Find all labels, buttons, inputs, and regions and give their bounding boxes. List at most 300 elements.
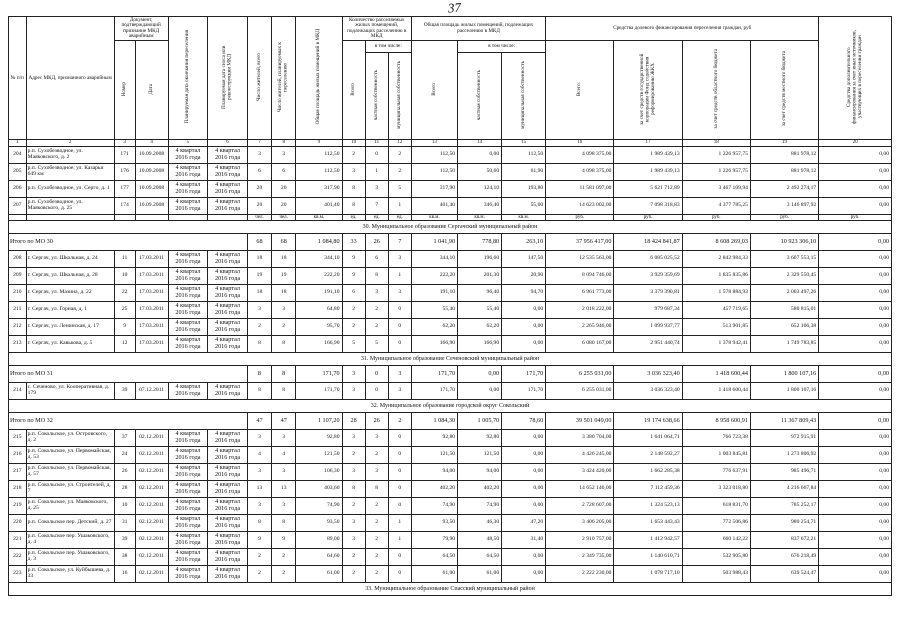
- total-cell: 8: [272, 365, 296, 382]
- table-cell: 62,20: [458, 318, 502, 335]
- total-cell: 8: [247, 365, 271, 382]
- table-cell: 171,70: [502, 382, 546, 399]
- table-cell: 0: [388, 463, 411, 480]
- total-cell: 39 501 049,00: [546, 412, 614, 429]
- unit-cell: ед.: [388, 214, 411, 220]
- table-cell: 4 квартал 2016 года: [208, 301, 248, 318]
- table-cell: 7 112 459,36: [614, 480, 682, 497]
- header-area-municipal: муниципальная собственность: [519, 61, 526, 130]
- table-cell: 0,00: [819, 382, 892, 399]
- table-cell: 346,40: [458, 197, 502, 214]
- total-cell: 3: [342, 365, 365, 382]
- header-fund-local: за счет средств местного бюджета: [780, 51, 787, 127]
- table-cell: 2 910 757,00: [546, 531, 614, 548]
- table-cell: 401,40: [411, 197, 457, 214]
- table-cell: 1 226 957,75: [682, 146, 750, 163]
- table-cell: 652 106,38: [750, 318, 818, 335]
- table-cell: 4 квартал 2016 года: [168, 497, 208, 514]
- table-cell: 4 квартал 2016 года: [208, 480, 248, 497]
- table-cell: 8: [247, 382, 271, 399]
- table-cell: р.п. Сокольское, ул. Куйбышева, д. 33: [26, 565, 114, 582]
- header-rooms-count: Количество расселяемых жилых помещений, подлежащих расселению в МКД: [342, 17, 411, 41]
- table-cell: 3: [365, 284, 388, 301]
- total-cell: 1 005,70: [458, 412, 502, 429]
- table-cell: 7: [365, 197, 388, 214]
- table-cell: 2: [388, 163, 411, 180]
- table-cell: 02.12.2011: [135, 429, 168, 446]
- table-cell: 0,00: [502, 497, 546, 514]
- header-area-vsego: Всего: [430, 82, 437, 96]
- table-cell: 121,50: [296, 446, 342, 463]
- table-cell: 317,90: [411, 180, 457, 197]
- header-rooms-municipal: муниципальная собственность: [396, 61, 403, 130]
- header-address: Адрес МКД, признанного аварийным: [26, 17, 114, 140]
- table-cell: 25: [114, 301, 135, 318]
- total-cell: 171,70: [296, 365, 342, 382]
- table-cell: 92,80: [411, 429, 457, 446]
- table-cell: 14 652 146,00: [546, 480, 614, 497]
- table-cell: 8: [342, 180, 365, 197]
- table-cell: 4 квартал 2016 года: [168, 382, 208, 399]
- table-row: [9, 497, 892, 514]
- table-cell: 0,00: [819, 267, 892, 284]
- table-cell: 221: [9, 531, 27, 548]
- total-cell: 263,10: [502, 233, 546, 250]
- table-cell: 46,30: [458, 514, 502, 531]
- column-number: 3: [114, 140, 135, 146]
- table-cell: 219: [9, 497, 27, 514]
- table-cell: 3: [247, 429, 271, 446]
- table-cell: 1 653 443,43: [614, 514, 682, 531]
- table-cell: 766 723,38: [682, 429, 750, 446]
- table-row: [9, 318, 892, 335]
- table-cell: 3 467 109,94: [682, 180, 750, 197]
- total-row: [9, 233, 892, 250]
- table-cell: 344,10: [411, 250, 457, 267]
- table-cell: 3 607 553,15: [750, 250, 818, 267]
- section-title: 31. Муниципальное образование Сеченовский муниципальный район: [9, 352, 892, 365]
- table-cell: 4 квартал 2016 года: [208, 463, 248, 480]
- table-cell: 6: [247, 163, 271, 180]
- table-cell: 2 222 230,00: [546, 565, 614, 582]
- table-cell: 0,00: [819, 514, 892, 531]
- table-cell: 95,70: [296, 318, 342, 335]
- table-cell: 6 085 025,52: [614, 250, 682, 267]
- table-cell: 204: [9, 146, 27, 163]
- total-cell: 171,70: [502, 365, 546, 382]
- table-cell: 12: [114, 335, 135, 352]
- unit-cell: кв.м.: [411, 214, 457, 220]
- table-row: [9, 548, 892, 565]
- table-cell: 9: [114, 318, 135, 335]
- table-cell: 2: [247, 565, 271, 582]
- table-cell: 20,90: [502, 267, 546, 284]
- table-cell: р.п. Сокольское, ул. Строителей, д. 7: [26, 480, 114, 497]
- table-cell: 0,00: [819, 318, 892, 335]
- column-number: 5: [168, 140, 208, 146]
- table-cell: 74,90: [296, 497, 342, 514]
- table-cell: 174: [114, 197, 135, 214]
- table-cell: 222,20: [411, 267, 457, 284]
- total-label: Итого по МО 30: [9, 233, 248, 250]
- table-cell: 196,60: [458, 250, 502, 267]
- table-cell: 62,20: [411, 318, 457, 335]
- table-cell: 10.09.2008: [135, 197, 168, 214]
- table-cell: 3: [272, 146, 296, 163]
- table-cell: 0: [388, 301, 411, 318]
- table-cell: 4 квартал 2016 года: [168, 250, 208, 267]
- total-cell: 0,00: [458, 365, 502, 382]
- table-cell: 39: [114, 382, 135, 399]
- table-cell: 4 квартал 2016 года: [168, 335, 208, 352]
- table-cell: 24: [114, 446, 135, 463]
- table-cell: 4 квартал 2016 года: [168, 180, 208, 197]
- table-cell: 02.12.2011: [135, 446, 168, 463]
- table-cell: 28: [114, 480, 135, 497]
- table-cell: 2: [365, 497, 388, 514]
- table-cell: 4 квартал 2016 года: [168, 480, 208, 497]
- table-cell: 61,00: [411, 565, 457, 582]
- unit-cell: чел.: [272, 214, 296, 220]
- table-cell: 61,00: [296, 565, 342, 582]
- table-cell: 20: [247, 197, 271, 214]
- table-cell: 2 018 222,00: [546, 301, 614, 318]
- table-cell: 772 506,86: [682, 514, 750, 531]
- table-cell: 0,00: [819, 146, 892, 163]
- table-cell: 0,00: [819, 197, 892, 214]
- section-header-row: [9, 399, 892, 412]
- total-cell: 3: [388, 365, 411, 382]
- table-cell: 0: [388, 446, 411, 463]
- table-cell: 55,40: [458, 301, 502, 318]
- table-cell: 17.03.2011: [135, 284, 168, 301]
- table-cell: 11 581 097,00: [546, 180, 614, 197]
- table-cell: 112,50: [411, 163, 457, 180]
- table-cell: 1 412 942,57: [614, 531, 682, 548]
- total-cell: 1 084,30: [411, 412, 457, 429]
- table-cell: 2: [388, 146, 411, 163]
- table-cell: 532 905,80: [682, 548, 750, 565]
- table-cell: 4 квартал 2016 года: [168, 446, 208, 463]
- table-cell: 4 квартал 2016 года: [208, 335, 248, 352]
- table-cell: 513 901,85: [682, 318, 750, 335]
- table-cell: 0,00: [502, 446, 546, 463]
- table-cell: 0,00: [819, 163, 892, 180]
- table-cell: 0: [365, 146, 388, 163]
- header-rooms-area: Общая площадь жилых помещений, подлежащих расселению в МКД: [411, 17, 545, 41]
- header-doc-date: Дата: [147, 83, 154, 95]
- table-cell: 3: [272, 463, 296, 480]
- column-number: 11: [365, 140, 388, 146]
- table-cell: 208: [9, 250, 27, 267]
- table-cell: 0,00: [819, 301, 892, 318]
- table-cell: 20: [272, 180, 296, 197]
- table-cell: 47,20: [502, 514, 546, 531]
- column-number: 14: [458, 140, 502, 146]
- table-cell: 18: [272, 284, 296, 301]
- table-cell: 0,00: [819, 335, 892, 352]
- table-cell: 618 831,70: [682, 497, 750, 514]
- table-cell: 660 142,22: [682, 531, 750, 548]
- column-number: 7: [247, 140, 271, 146]
- table-row: [9, 301, 892, 318]
- table-cell: 2: [365, 446, 388, 463]
- table-cell: 4 квартал 2016 года: [168, 197, 208, 214]
- table-cell: 216: [9, 446, 27, 463]
- table-cell: 3 323 018,80: [682, 480, 750, 497]
- table-cell: 0,00: [502, 480, 546, 497]
- table-cell: 2: [342, 446, 365, 463]
- table-cell: 2: [247, 548, 271, 565]
- total-cell: 0: [365, 365, 388, 382]
- total-cell: 68: [247, 233, 271, 250]
- table-cell: 3 406 205,00: [546, 514, 614, 531]
- table-cell: 18: [272, 250, 296, 267]
- table-cell: 171,70: [296, 382, 342, 399]
- table-cell: г. Сергач, ул. Ленинская, д. 17: [26, 318, 114, 335]
- table-cell: 02.12.2011: [135, 463, 168, 480]
- table-cell: г. Сергач, ул. Мазина, д. 22: [26, 284, 114, 301]
- table-header: [9, 17, 892, 147]
- unit-cell: руб.: [750, 214, 818, 220]
- table-cell: 193,80: [502, 180, 546, 197]
- table-cell: 2: [342, 301, 365, 318]
- table-row: [9, 197, 892, 214]
- table-cell: 2: [365, 514, 388, 531]
- table-cell: 881 978,12: [750, 163, 818, 180]
- table-cell: 206: [9, 180, 27, 197]
- table-cell: 2: [365, 565, 388, 582]
- table-cell: 402,20: [411, 480, 457, 497]
- table-cell: 1 226 957,75: [682, 163, 750, 180]
- table-row: [9, 250, 892, 267]
- table-cell: 18: [247, 250, 271, 267]
- unit-cell: кв.м.: [296, 214, 342, 220]
- table-cell: 9: [342, 267, 365, 284]
- table-cell: 55,40: [411, 301, 457, 318]
- table-cell: 4 квартал 2016 года: [168, 531, 208, 548]
- table-cell: 9: [247, 531, 271, 548]
- table-cell: 02.12.2011: [135, 548, 168, 565]
- table-cell: 3: [388, 250, 411, 267]
- total-label: Итого по МО 32: [9, 412, 248, 429]
- unit-cell: руб.: [546, 214, 614, 220]
- table-cell: 3 424 420,00: [546, 463, 614, 480]
- section-title: 30. Муниципальное образование Сергачский муниципальный район: [9, 220, 892, 233]
- table-cell: 1: [365, 163, 388, 180]
- total-cell: 68: [272, 233, 296, 250]
- table-row: [9, 514, 892, 531]
- table-cell: 2 842 984,33: [682, 250, 750, 267]
- table-cell: 0,00: [502, 565, 546, 582]
- table-cell: 19: [247, 267, 271, 284]
- table-cell: 8: [272, 335, 296, 352]
- table-cell: 31: [114, 514, 135, 531]
- header-extra: Средства дополнительного финансирования за счет иных источников, участвующих в переселении граждан: [845, 30, 863, 124]
- table-cell: 3 379 390,81: [614, 284, 682, 301]
- table-cell: 3: [388, 382, 411, 399]
- table-cell: 0: [388, 318, 411, 335]
- column-number: 20: [819, 140, 892, 146]
- table-cell: 26: [114, 463, 135, 480]
- section-header-row: [9, 582, 892, 595]
- table-cell: 0,00: [458, 146, 502, 163]
- table-cell: 1 641 064,71: [614, 429, 682, 446]
- table-cell: 92,80: [296, 429, 342, 446]
- table-cell: 3: [342, 531, 365, 548]
- table-cell: 1 324 523,13: [614, 497, 682, 514]
- table-row: [9, 267, 892, 284]
- unit-cell: кв.м.: [502, 214, 546, 220]
- table-cell: 0: [388, 565, 411, 582]
- table-cell: 6: [272, 163, 296, 180]
- table-cell: 222,20: [296, 267, 342, 284]
- header-plan-demolish: Планируемая дата сноса или реконструкции МКД: [221, 45, 233, 109]
- table-row: [9, 180, 892, 197]
- table-cell: 4 квартал 2016 года: [208, 548, 248, 565]
- table-cell: 676 218,49: [750, 548, 818, 565]
- total-cell: 1 800 107,16: [750, 365, 818, 382]
- table-cell: 10.09.2008: [135, 163, 168, 180]
- column-number: 4: [135, 140, 168, 146]
- table-cell: 171: [114, 146, 135, 163]
- table-cell: 1 003 845,81: [682, 446, 750, 463]
- table-cell: 8: [272, 514, 296, 531]
- table-cell: 20: [247, 180, 271, 197]
- table-cell: 3: [365, 463, 388, 480]
- table-cell: 5: [365, 335, 388, 352]
- header-rooms-vsego: Всего: [349, 82, 356, 96]
- total-row: [9, 412, 892, 429]
- table-cell: 3: [272, 497, 296, 514]
- table-cell: 213: [9, 335, 27, 352]
- table-cell: 0: [388, 480, 411, 497]
- table-cell: 785 252,17: [750, 497, 818, 514]
- table-cell: 17.03.2011: [135, 318, 168, 335]
- table-cell: 222: [9, 548, 27, 565]
- header-area-total: Общая площадь жилых помещений в МКД: [315, 29, 322, 125]
- column-number: 9: [296, 140, 342, 146]
- total-cell: 1 107,20: [296, 412, 342, 429]
- table-cell: р.п. Сокольское пер. Ушаковского, д. 3: [26, 548, 114, 565]
- table-cell: 10: [114, 497, 135, 514]
- table-cell: 402,20: [458, 480, 502, 497]
- column-number: 6: [208, 140, 248, 146]
- total-cell: 28: [342, 412, 365, 429]
- unit-cell: руб.: [819, 214, 892, 220]
- total-label: Итого по МО 31: [9, 365, 248, 382]
- table-cell: 10: [114, 267, 135, 284]
- table-cell: р.п. Сухобезводное, ул. Казарьи 649 км: [26, 163, 114, 180]
- table-cell: 8: [342, 480, 365, 497]
- table-cell: 3: [365, 429, 388, 446]
- column-number: 13: [411, 140, 457, 146]
- table-cell: 4 квартал 2016 года: [208, 382, 248, 399]
- table-cell: 0,00: [819, 497, 892, 514]
- table-cell: 4 квартал 2016 года: [208, 531, 248, 548]
- table-cell: 217: [9, 463, 27, 480]
- table-cell: 980 254,71: [750, 514, 818, 531]
- table-cell: 121,50: [458, 446, 502, 463]
- table-cell: 17.03.2011: [135, 335, 168, 352]
- table-cell: 1 099 937,77: [614, 318, 682, 335]
- table-cell: 16: [114, 565, 135, 582]
- table-cell: 50,60: [458, 163, 502, 180]
- table-cell: 4 квартал 2016 года: [168, 301, 208, 318]
- table-cell: 210: [9, 284, 27, 301]
- total-cell: 7: [388, 233, 411, 250]
- table-cell: 64,60: [296, 548, 342, 565]
- header-doc: Документ, подтверждающий признание МКД аварийным: [114, 17, 168, 41]
- table-cell: 61,00: [458, 565, 502, 582]
- table-cell: р.п. Сокольское пер. Ушаковского, д. 4: [26, 531, 114, 548]
- table-cell: 39: [114, 531, 135, 548]
- table-cell: 0: [388, 335, 411, 352]
- table-cell: р.п. Сухобезводное, ул. Сергo, д. 1: [26, 180, 114, 197]
- table-cell: 4 квартал 2016 года: [168, 548, 208, 565]
- table-cell: 4 квартал 2016 года: [168, 318, 208, 335]
- table-cell: 6 961 773,00: [546, 284, 614, 301]
- table-row: [9, 163, 892, 180]
- table-cell: 0,00: [819, 429, 892, 446]
- table-cell: 0,00: [502, 463, 546, 480]
- table-cell: 4 квартал 2016 года: [208, 429, 248, 446]
- table-cell: 07.12.2011: [135, 382, 168, 399]
- table-cell: 176: [114, 163, 135, 180]
- table-cell: 10.09.2008: [135, 180, 168, 197]
- table-cell: 1 662 285,38: [614, 463, 682, 480]
- total-cell: 26: [365, 412, 388, 429]
- total-cell: 19 174 638,66: [614, 412, 682, 429]
- table-cell: 1 989 439,13: [614, 163, 682, 180]
- table-cell: 8: [247, 514, 271, 531]
- total-cell: 11 367 809,43: [750, 412, 818, 429]
- table-cell: р.п. Сухобезводное, ул. Маяковского, д. 25: [26, 197, 114, 214]
- total-cell: 1 418 600,44: [682, 365, 750, 382]
- table-cell: 2: [342, 548, 365, 565]
- table-cell: 1: [388, 514, 411, 531]
- table-cell: 0: [365, 382, 388, 399]
- table-cell: 4 квартал 2016 года: [208, 446, 248, 463]
- table-cell: 0: [388, 548, 411, 565]
- table-cell: 124,10: [458, 180, 502, 197]
- table-cell: 1 800 107,16: [750, 382, 818, 399]
- table-cell: 6 080 167,00: [546, 335, 614, 352]
- table-cell: 112,50: [502, 146, 546, 163]
- table-cell: 344,10: [296, 250, 342, 267]
- table-cell: 2 951 440,74: [614, 335, 682, 352]
- total-cell: 778,80: [458, 233, 502, 250]
- table-cell: 8: [342, 197, 365, 214]
- table-cell: 2: [365, 531, 388, 548]
- table-cell: 96,40: [458, 284, 502, 301]
- total-row: [9, 365, 892, 382]
- table-cell: 4 квартал 2016 года: [168, 429, 208, 446]
- table-cell: 401,40: [296, 197, 342, 214]
- total-cell: 171,70: [411, 365, 457, 382]
- table-cell: 6: [365, 250, 388, 267]
- table-cell: 17.03.2011: [135, 250, 168, 267]
- table-cell: 4 квартал 2016 года: [168, 267, 208, 284]
- section-title: 32. Муниципальное образование городской округ Сокольский: [9, 399, 892, 412]
- table-cell: 4 216 667,84: [750, 480, 818, 497]
- table-cell: 4: [272, 446, 296, 463]
- table-cell: 214: [9, 382, 27, 399]
- table-cell: 4 квартал 2016 года: [168, 463, 208, 480]
- table-cell: 985 496,71: [750, 463, 818, 480]
- header-fund-region: за счет средств областного бюджета: [712, 49, 719, 129]
- table-cell: 3: [272, 301, 296, 318]
